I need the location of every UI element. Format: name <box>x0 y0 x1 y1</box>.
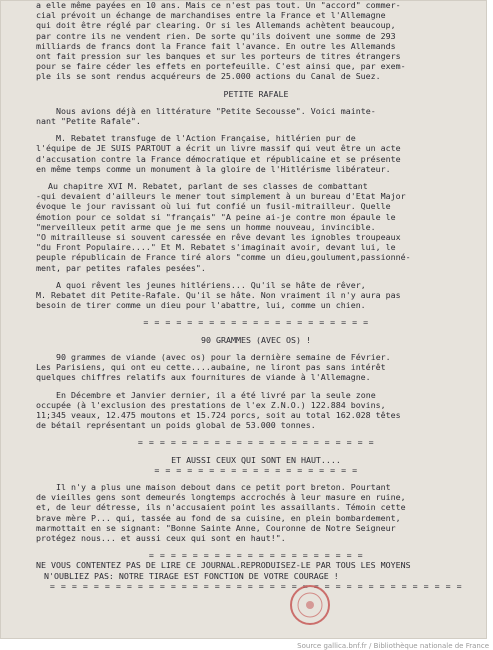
text-line: émotion pour ce soldat si "français" "A peine ai-je contre mon épaule le <box>36 211 396 222</box>
text-line: marmottait en se signant: "Bonne Sainte Anne, Couronne de Notre Seigneur <box>36 522 396 533</box>
closing-appeal-line: NE VOUS CONTENTEZ PAS DE LIRE CE JOURNAL.REPRODUISEZ-LE PAR TOUS LES MOYENS <box>36 560 411 571</box>
library-stamp-icon <box>288 583 332 627</box>
text-line: pour se faire céder les effets en portefeuille. C'est ainsi que, par exem- <box>36 61 406 72</box>
text-line: et, de leur détresse, ils n'accusaient point les assaillants. Témoin cette <box>36 502 406 513</box>
text-line: A quoi rêvent les jeunes hitlériens... Qu'il se hâte de rêver, <box>56 279 366 290</box>
text-line: "du Front Populaire...." Et M. Rebatet s'imaginait avoir, devant lui, le <box>36 242 396 253</box>
text-line: nant "Petite Rafale". <box>36 116 141 127</box>
section-heading-90-grammes: 90 GRAMMES (AVEC OS) ! <box>201 334 311 345</box>
text-line: M. Rebatet dit Petite-Rafale. Qu'il se hâte. Non vraiment il n'y aura pas <box>36 290 401 301</box>
text-line: de bétail représentant un poids global de 53.000 tonnes. <box>36 420 316 431</box>
text-line: En Décembre et Janvier dernier, il a été livré par la seule zone <box>56 389 376 400</box>
text-line: Les Parisiens, qui ont eu cette....aubaine, ne liront pas sans intérêt <box>36 362 386 373</box>
text-line: "O mitrailleuse si souvent caressée en rêve devant les ignobles troupeaux <box>36 232 401 243</box>
text-line: ont fait pression sur les banques et sur les porteurs de titres étrangers <box>36 51 401 62</box>
source-credit: Source gallica.bnf.fr / Bibliothèque nationale de France <box>297 642 489 650</box>
text-line: 90 grammes de viande (avec os) pour la dernière semaine de Février. <box>56 351 391 362</box>
separator-line: = = = = = = = = = = = = = = = = = = = = <box>148 550 364 561</box>
text-line: protégez nous... et aussi ceux qui sont en haut!". <box>36 532 286 543</box>
text-line: milliards de francs dont la France fait l'avance. En outre les Allemands <box>36 40 396 51</box>
text-line: 11;345 veaux, 12.475 moutons et 15.724 porcs, soit au total 162.028 têtes <box>36 409 401 420</box>
separator-line: = = = = = = = = = = = = = = = = = = = <box>154 464 358 475</box>
text-line: quelques chiffres relatifs aux fournitures de viande à l'Allemagne. <box>36 372 371 383</box>
text-line: qui doit être réglé par clearing. Or si les Allemands achètent beaucoup, <box>36 20 396 31</box>
separator-line: = = = = = = = = = = = = = = = = = = = = = = <box>137 437 375 448</box>
text-line: brave mère P... qui, tassée au fond de sa cuisine, en plein bombardement, <box>36 512 401 523</box>
text-line: occupée (à l'exclusion des prestations de l'ex Z.N.O.) 122.884 bovins, <box>36 399 386 410</box>
typed-text <box>36 0 476 591</box>
text-line: besoin de tirer comme un dieu pour l'abattre, lui, comme un chien. <box>36 300 366 311</box>
text-line: Au chapitre XVI M. Rebatet, parlant de ses classes de combattant <box>48 181 368 192</box>
separator-line: = = = = = = = = = = = = = = = = = = = = = <box>143 317 369 328</box>
section-heading-petite-rafale: PETITE RAFALE <box>223 88 289 99</box>
text-line: l'équipe de JE SUIS PARTOUT a écrit un livre massif qui veut être un acte <box>36 143 401 154</box>
text-line: "merveilleux petit arme que je me sens un homme nouveau, invincible. <box>36 221 376 232</box>
text-line: en même temps comme un monument à la gloire de l'Hitlérisme libérateur. <box>36 163 391 174</box>
text-line: ple ils se sont rendus acquéreurs de 25.000 actions du Canal de Suez. <box>36 71 381 82</box>
text-line: ment, par petites rafales pesées". <box>36 262 206 273</box>
text-line: Il n'y a plus une maison debout dans ce petit port breton. Pourtant <box>56 481 391 492</box>
text-line: -qui devaient d'ailleurs le mener tout simplement à un bureau d'Etat Major <box>36 191 406 202</box>
text-line: cial prévoit un échange de marchandises entre la France et l'Allemagne <box>36 10 386 21</box>
section-heading-ceux-qui-sont-en-haut: ET AUSSI CEUX QUI SONT EN HAUT.... <box>171 454 341 465</box>
text-line: Nous avions déjà en littérature "Petite Secousse". Voici mainte- <box>56 105 376 116</box>
text-line: d'accusation contre la France démocratique et républicaine et se présente <box>36 153 401 164</box>
text-line: M. Rebatet transfuge de l'Action Française, hitlérien pur de <box>56 133 356 144</box>
text-line: de vieilles gens sont demeurés longtemps accrochés à leur masure en ruine, <box>36 492 406 503</box>
text-line: évoque le jour ravissant où lui fut confié un fusil-mitrailleur. Quelle <box>36 201 391 212</box>
separator-line: = = = = = = = = = = = = = = = = = = = = = = = = = = = = = = = = = = = = = = <box>49 580 463 591</box>
text-line: par contre ils ne vendent rien. De sorte qu'ils doivent une somme de 293 <box>36 30 396 41</box>
closing-appeal-line: N'OUBLIEZ PAS: NOTRE TIRAGE EST FONCTION DE VOTRE COURAGE ! <box>44 570 339 581</box>
text-line: a elle même payées en 10 ans. Mais ce n'est pas tout. Un "accord" commer- <box>36 0 401 10</box>
text-line: peuple républicain de France tiré alors "comme un dieu,goulument,passionné- <box>36 252 411 263</box>
